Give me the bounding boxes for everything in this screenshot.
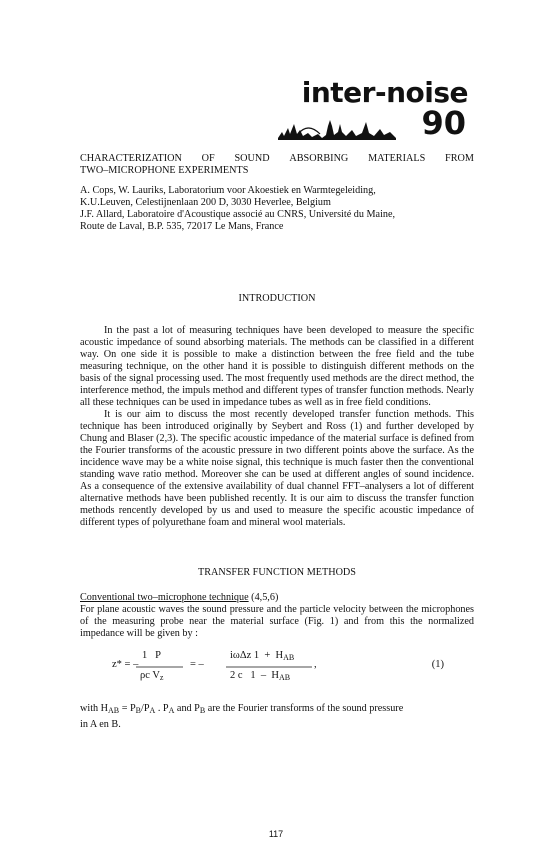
author-line: Route de Laval, B.P. 535, 72017 Le Mans, France (80, 221, 284, 232)
conference-logo (278, 78, 468, 140)
equation-fraction-2-numerator: iωΔz $1 + H_{AB}$ (230, 650, 295, 662)
author-line: J.F. Allard, Laboratoire d'Acoustique associé au CNRS, Université du Maine, (80, 209, 396, 220)
equation-explanation (80, 702, 474, 732)
transfer-function-body (80, 592, 474, 640)
explanation-line-1: with $H_{AB} = P_B/P_A$ . $P_A$ and $P_B$ are the Fourier transforms of the sound pressure (80, 703, 404, 715)
equation-mid: = – (190, 659, 204, 670)
page-number: 117 (268, 829, 284, 839)
author-line: K.U.Leuven, Celestijnenlaan 200 D, 3030 Heverlee, Belgium (80, 197, 331, 208)
title-word: ABSORBING (289, 153, 349, 164)
equation-fraction-1-denominator: ρc $V_z$ (140, 670, 164, 682)
title-word: FROM (445, 153, 474, 164)
equation-lhs: z* = – (112, 659, 139, 670)
subsection-title (80, 592, 474, 604)
author-affiliations (80, 185, 474, 233)
equation-1 (80, 645, 474, 695)
equation-number: (1) (431, 659, 444, 670)
title-word: OF (201, 153, 215, 164)
equation-tail: , (314, 659, 317, 670)
section-heading-introduction: INTRODUCTION (238, 293, 316, 304)
section-heading-transfer-function: TRANSFER FUNCTION METHODS (198, 567, 356, 578)
introduction-body (80, 325, 474, 529)
logo-year: 90 (421, 104, 466, 142)
paragraph: For plane acoustic waves the sound pressure and the particle velocity between the microphones of the measuring probe near the material surface (Fig. 1) and from this the normalized impedance will be given by : (80, 604, 474, 639)
skyline-graphic (278, 112, 396, 140)
title-line-1 (80, 153, 474, 165)
author-line: A. Cops, W. Lauriks, Laboratorium voor Akoestiek en Warmtegeleiding, (80, 185, 376, 196)
paragraph: It is our aim to discuss the most recently developed transfer function methods. This technique has been introduced originally by Seybert and Ross (1) and further developed by Chung and Blaser (2,3). The specific acoustic impedance of the material surface is defined from the Fourier transforms of the acoustic pressure in two different points above the surface. As the incidence wave may be a white noise signal, this technique is much faster then the conventional standing wave ratio method. Moreover she can be used at different angles of sound incidence. As a consequence of the extensive availability of dual channel FFT–analysers a lot of different alternative methods have been published recently. It is our aim to discuss the transfer function methods rencently developed by us and used to measure the specific acoustic impedance of different types of polyurethane foam and mineral wool materials. (80, 409, 474, 528)
explanation-line-2: in A en B. (80, 719, 121, 730)
title-word: SOUND (234, 153, 270, 164)
subsection-refs: (4,5,6) (248, 592, 279, 603)
title-word: MATERIALS (368, 153, 426, 164)
title-line-2: TWO–MICROPHONE EXPERIMENTS (80, 165, 249, 176)
subsection-underlined: Conventional two–microphone technique (80, 592, 249, 603)
logo-text: inter-noise (301, 76, 468, 109)
title-word: CHARACTERIZATION (80, 153, 182, 164)
paragraph: In the past a lot of measuring techniques have been developed to measure the specific acoustic impedance of sound absorbing materials. The methods can be classified in a different way. On one side it is possible to make a distinction between the free field and the tube measuring technique, on the other hand it is possible to distinguish different methods on the basis of the signal processing used. The most frequently used methods are the direct method, the interference method, the impuls method and different types of transfer function methods. Nearly all these techniques can be used in impedance tubes as well as in free field conditions. (80, 325, 474, 408)
equation-fraction-1-numerator: 1 P (142, 650, 161, 661)
paper-title (80, 153, 474, 177)
equation-fraction-2-denominator: 2 c $1 - H_{AB}$ (230, 670, 291, 682)
